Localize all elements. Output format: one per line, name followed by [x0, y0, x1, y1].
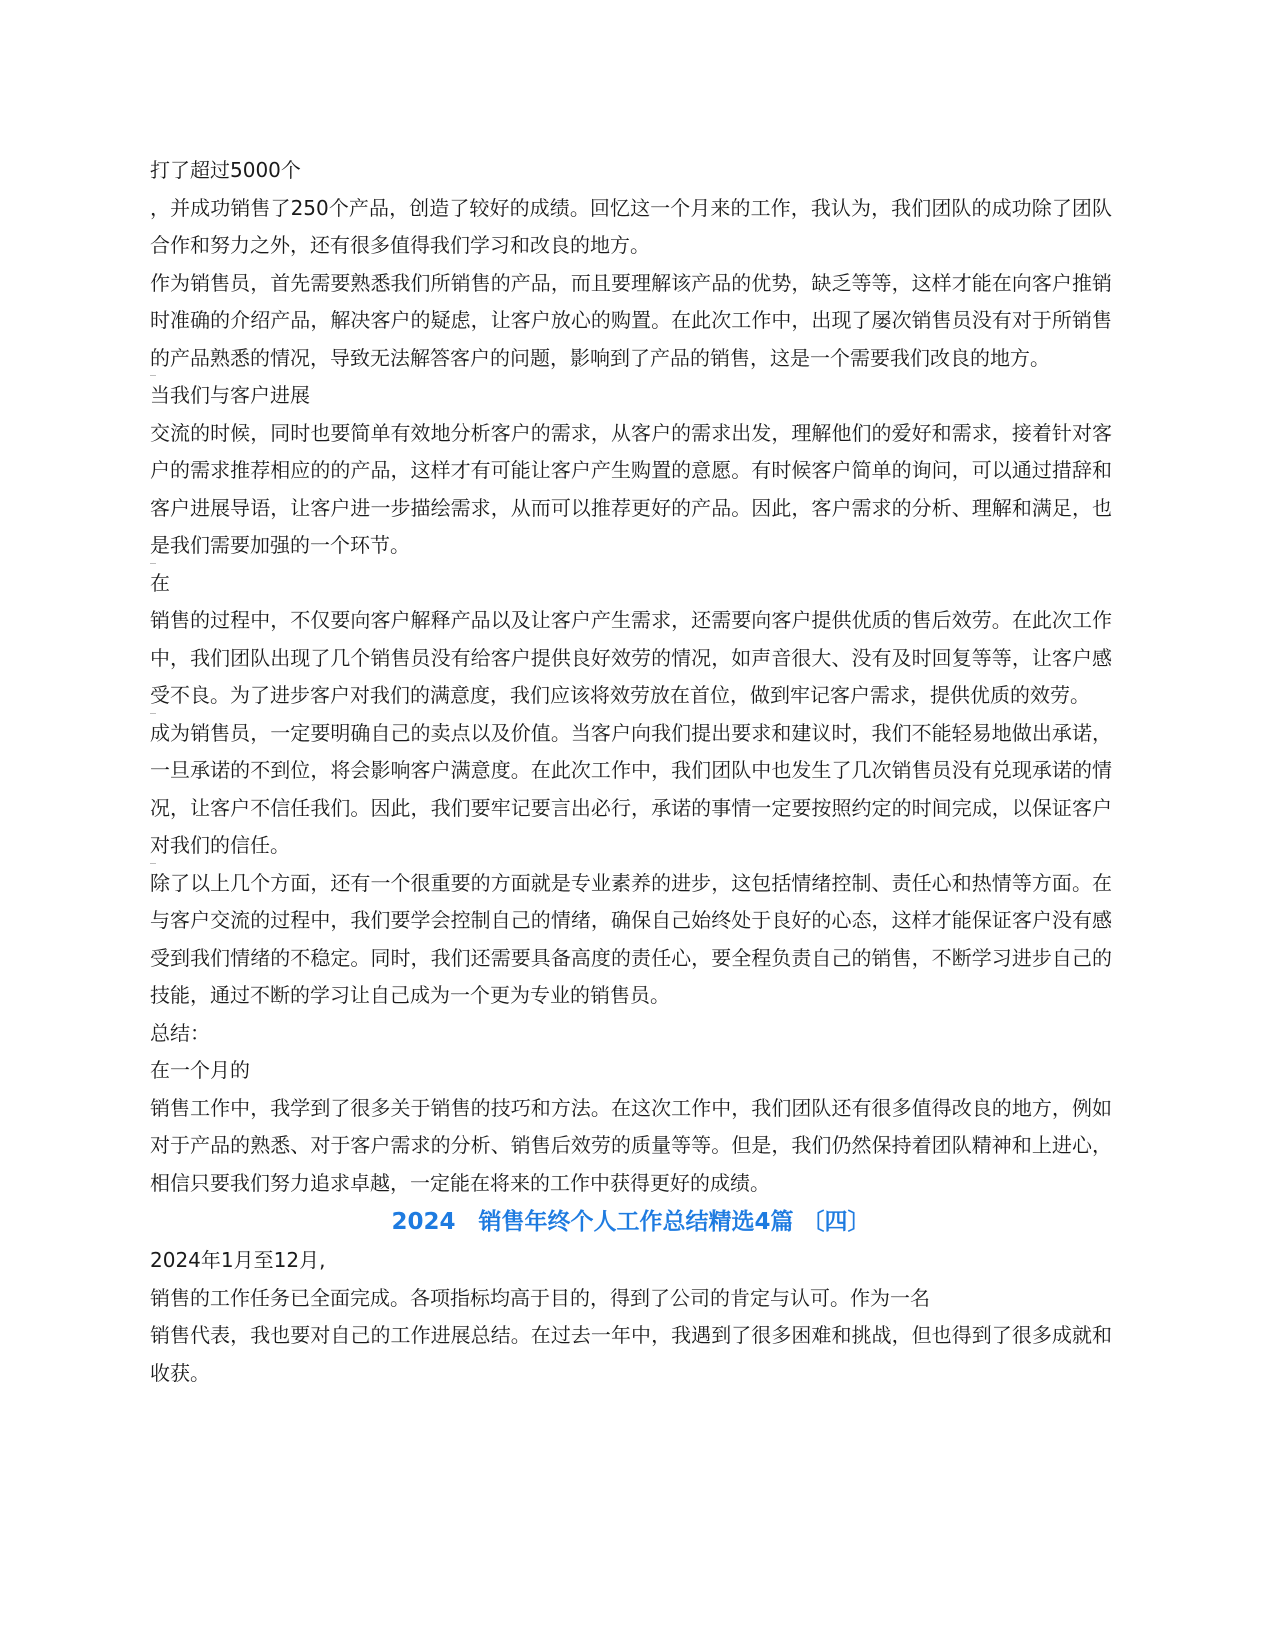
- section-paragraph-1: 2024年1月至12月,: [150, 1248, 326, 1272]
- paragraph-5: 交流的时候，同时也要简单有效地分析客户的需求，从客户的需求出发，理解他们的爱好和需求，接着针对客户的需求推荐相应的的产品，这样才有可能让客户产生购置的意愿。有时候客户简单的询问，可以通过措辞和客户进展导语，让客户进一步描绘需求，从而可以推荐更好的产品。因此，客户需求的分析、理解和满足，也是我们需要加强的一个环节。: [150, 420, 1112, 557]
- section-paragraph-2: 销售的工作任务已全面完成。各项指标均高于目的，得到了公司的肯定与认可。作为一名: [150, 1285, 930, 1310]
- paragraph-8: 成为销售员，一定要明确自己的卖点以及价值。当客户向我们提出要求和建议时，我们不能轻易地做出承诺，一旦承诺的不到位，将会影响客户满意度。在此次工作中，我们团队中也发生了几次销售员没有兑现承诺的情况，让客户不信任我们。因此，我们要牢记要言出必行，承诺的事情一定要按照约定的时间完成，以保证客户对我们的信任。: [150, 715, 1112, 865]
- section-heading: 2024 销售年终个人工作总结精选4篇 〔四〕: [391, 1209, 871, 1235]
- section-paragraph-3: 销售代表，我也要对自己的工作进展总结。在过去一年中，我遇到了很多困难和挑战，但也得到了很多成就和收获。: [150, 1323, 1112, 1385]
- paragraph-11: 在一个月的: [150, 1058, 250, 1082]
- paragraph-2: ，并成功销售了250个产品，创造了较好的成绩。回忆这一个月来的工作，我认为，我们团队的成功除了团队合作和努力之外，还有很多值得我们学习和改良的地方。: [150, 195, 1112, 257]
- paragraph-7: 销售的过程中，不仅要向客户解释产品以及让客户产生需求，还需要向客户提供优质的售后效劳。在此次工作中，我们团队出现了几个销售员没有给客户提供良好效劳的情况，如声音很大、没有及时回复等等，让客户感受不良。为了进步客户对我们的满意度，我们应该将效劳放在首位，做到牢记客户需求，提供优质的效劳。: [150, 608, 1112, 707]
- paragraph-6: 在: [150, 565, 1112, 603]
- paragraph-10: 总结：: [150, 1020, 210, 1045]
- document-body: [150, 152, 1112, 1392]
- paragraph-1: 打了超过5000个: [150, 158, 301, 182]
- paragraph-3: 作为销售员，首先需要熟悉我们所销售的产品，而且要理解该产品的优势，缺乏等等，这样才能在向客户推销时准确的介绍产品，解决客户的疑虑，让客户放心的购置。在此次工作中，出现了屡次销售员没有对于所销售的产品熟悉的情况，导致无法解答客户的问题，影响到了产品的销售，这是一个需要我们改良的地方。: [150, 270, 1112, 370]
- paragraph-9: 除了以上几个方面，还有一个很重要的方面就是专业素养的进步，这包括情绪控制、责任心和热情等方面。在与客户交流的过程中，我们要学会控制自己的情绪，确保自己始终处于良好的心态，这样才能保证客户没有感受到我们情绪的不稳定。同时，我们还需要具备高度的责任心，要全程负责自己的销售，不断学习进步自己的技能，通过不断的学习让自己成为一个更为专业的销售员。: [150, 865, 1112, 1015]
- paragraph-4: 当我们与客户进展: [150, 377, 1112, 415]
- paragraph-12: 销售工作中，我学到了很多关于销售的技巧和方法。在这次工作中，我们团队还有很多值得改良的地方，例如对于产品的熟悉、对于客户需求的分析、销售后效劳的质量等等。但是，我们仍然保持着团队精神和上进心，相信只要我们努力追求卓越，一定能在将来的工作中获得更好的成绩。: [150, 1095, 1112, 1195]
